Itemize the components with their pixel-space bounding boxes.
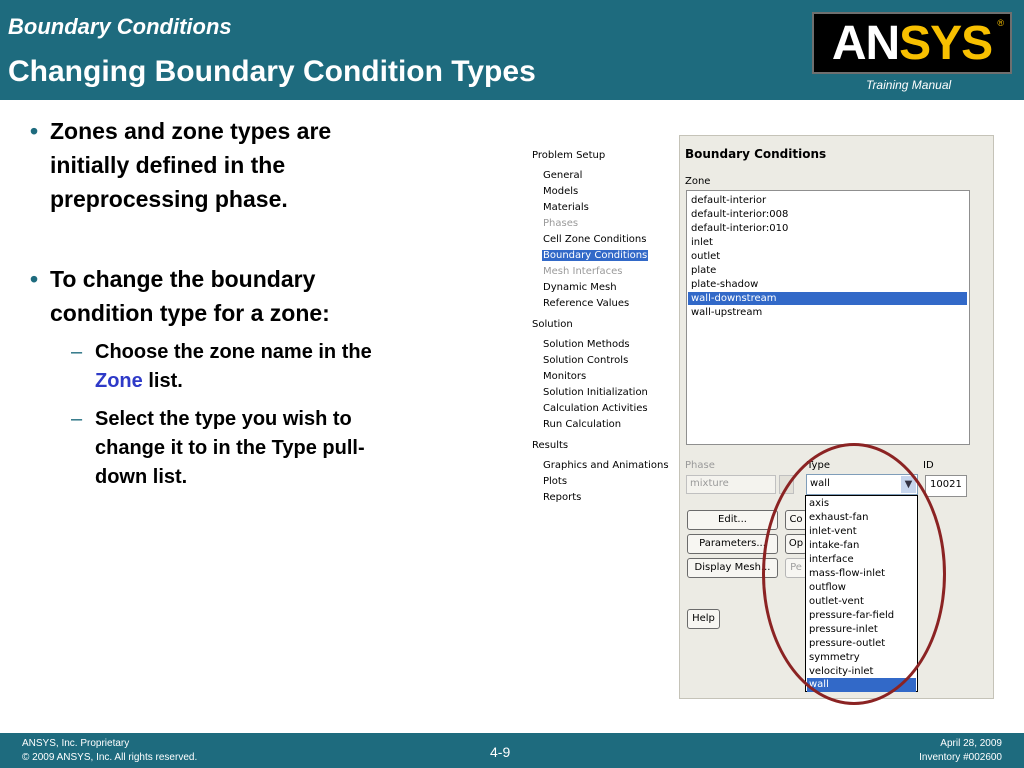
tree-item-general[interactable]: General (543, 170, 583, 181)
tree-item-dynamic-mesh[interactable]: Dynamic Mesh (543, 282, 617, 293)
zone-item[interactable]: default-interior:008 (691, 209, 789, 220)
panel-title: Boundary Conditions (685, 147, 827, 161)
type-label: Type (807, 460, 830, 471)
footer-proprietary: ANSYS, Inc. Proprietary (22, 738, 130, 749)
tree-item-boundary-conditions[interactable]: Boundary Conditions (543, 250, 648, 261)
type-option[interactable]: pressure-outlet (809, 638, 886, 649)
tree-item-models[interactable]: Models (543, 186, 579, 197)
type-select-value: wall (810, 478, 830, 489)
tree-item-solution-initialization[interactable]: Solution Initialization (543, 387, 648, 398)
id-field[interactable]: 10021 (925, 475, 967, 497)
zone-item[interactable]: inlet (691, 237, 713, 248)
phase-select: mixture (686, 475, 776, 494)
type-option[interactable]: intake-fan (809, 540, 860, 551)
tree-group-solution[interactable]: Solution (532, 319, 573, 330)
bullet-zones-defined: • Zones and zone types are initially defined in the preprocessing phase. (30, 118, 332, 212)
display-mesh-button[interactable]: Display Mesh... (687, 558, 778, 578)
zone-list[interactable] (686, 190, 970, 445)
chevron-down-icon[interactable]: ▼ (901, 476, 916, 493)
id-label: ID (923, 460, 934, 471)
phase-label: Phase (685, 460, 715, 471)
type-option[interactable]: axis (809, 498, 830, 509)
type-option[interactable]: interface (809, 554, 854, 565)
type-option[interactable]: mass-flow-inlet (809, 568, 886, 579)
tree-item-plots[interactable]: Plots (543, 476, 568, 487)
type-option[interactable]: pressure-inlet (809, 624, 878, 635)
tree-item-calculation-activities[interactable]: Calculation Activities (543, 403, 648, 414)
type-option[interactable]: outflow (809, 582, 846, 593)
page-number: 4-9 (490, 744, 511, 760)
zone-keyword: Zone (95, 370, 143, 392)
section-title: Boundary Conditions (8, 14, 232, 39)
type-option-selected[interactable]: wall (807, 678, 916, 692)
tree-item-solution-methods[interactable]: Solution Methods (543, 339, 630, 350)
subbullet-choose-zone: – Choose the zone name in the Zone list. (71, 341, 372, 392)
tree-item-run-calculation[interactable]: Run Calculation (543, 419, 622, 430)
footer-bar (0, 733, 1024, 768)
tree-item-reference-values[interactable]: Reference Values (543, 298, 630, 309)
header-bar (0, 0, 1024, 100)
tree-item-monitors[interactable]: Monitors (543, 371, 587, 382)
training-manual-label: Training Manual (866, 78, 952, 92)
tree-item-reports[interactable]: Reports (543, 492, 582, 503)
subbullet-select-type: – Select the type you wish to change it to in the Type pull- down list. (71, 408, 365, 488)
zone-item-selected[interactable]: wall-downstream (688, 292, 967, 305)
type-option[interactable]: inlet-vent (809, 526, 857, 537)
zone-item[interactable]: default-interior:010 (691, 223, 789, 234)
edit-button[interactable]: Edit... (687, 510, 778, 530)
annotation-ellipse (762, 443, 946, 705)
zone-item[interactable]: plate-shadow (691, 279, 759, 290)
zone-item[interactable]: plate (691, 265, 717, 276)
footer-copyright: © 2009 ANSYS, Inc. All rights reserved. (22, 752, 198, 763)
footer-inventory: Inventory #002600 (919, 752, 1002, 763)
type-option[interactable]: outlet-vent (809, 596, 864, 607)
zone-item[interactable]: outlet (691, 251, 721, 262)
tree-item-materials[interactable]: Materials (543, 202, 589, 213)
zone-item[interactable]: wall-upstream (691, 307, 763, 318)
type-option[interactable]: velocity-inlet (809, 666, 874, 677)
tree-item-graphics-and-animations[interactable]: Graphics and Animations (543, 460, 669, 471)
tree-item-mesh-interfaces: Mesh Interfaces (543, 266, 623, 277)
zone-label: Zone (685, 176, 711, 187)
ansys-logo: ANSYS ® (812, 12, 1012, 74)
bullet-change-type: • To change the boundary condition type for a zone: (30, 266, 330, 326)
copy-button[interactable]: Co (785, 510, 807, 530)
operating-conditions-button[interactable]: Op (785, 534, 807, 554)
type-option[interactable]: exhaust-fan (809, 512, 869, 523)
tree-item-cell-zone-conditions[interactable]: Cell Zone Conditions (543, 234, 647, 245)
tree-group-results[interactable]: Results (532, 440, 569, 451)
page-title: Changing Boundary Condition Types (8, 55, 536, 88)
type-option[interactable]: pressure-far-field (809, 610, 895, 621)
help-button[interactable]: Help (687, 609, 720, 629)
parameters-button[interactable]: Parameters... (687, 534, 778, 554)
periodic-conditions-button: Pe (785, 558, 807, 578)
type-option[interactable]: symmetry (809, 652, 860, 663)
footer-date: April 28, 2009 (940, 738, 1002, 749)
tree-item-phases: Phases (543, 218, 579, 229)
zone-item[interactable]: default-interior (691, 195, 767, 206)
tree-group-problem-setup[interactable]: Problem Setup (532, 150, 606, 161)
tree-item-solution-controls[interactable]: Solution Controls (543, 355, 629, 366)
